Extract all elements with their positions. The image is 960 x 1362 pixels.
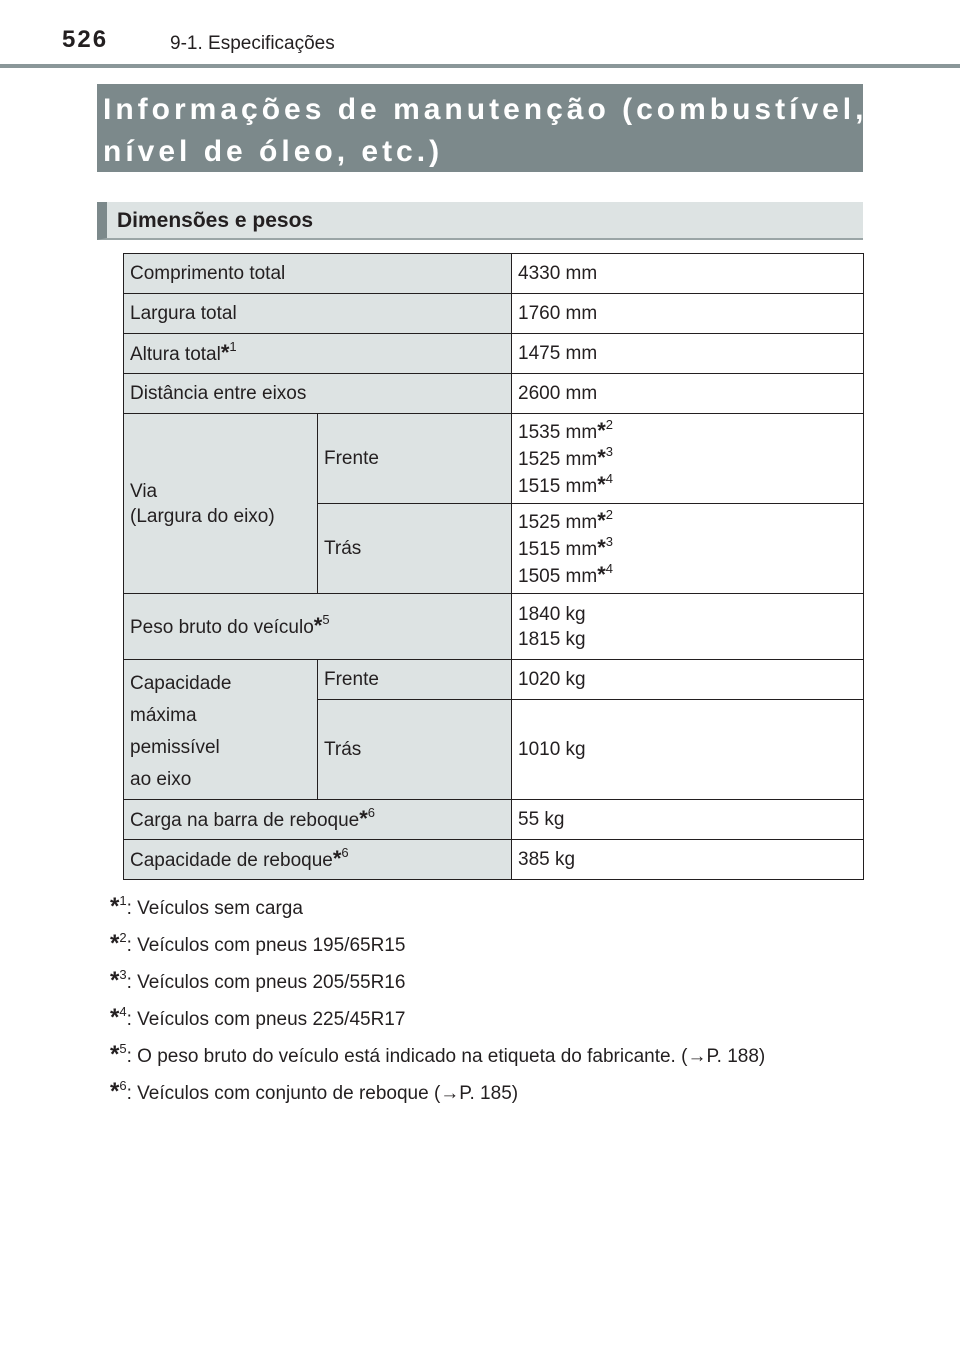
value-text: 1505 mm — [518, 566, 598, 587]
value-line — [518, 508, 857, 535]
label-cell — [124, 800, 512, 840]
page-title-line-2: nível de óleo, etc.) — [103, 135, 444, 168]
value-cell: 1020 kg — [512, 660, 864, 700]
label-text: Peso bruto do veículo — [130, 617, 314, 638]
value-cell: 1760 mm — [512, 294, 864, 334]
label-text: máxima — [130, 705, 197, 726]
footnote-ref: 1 — [229, 339, 237, 354]
value-cell: 1475 mm — [512, 334, 864, 374]
footnotes — [110, 888, 765, 1110]
footnote-text: : Veículos com pneus 195/65R15 — [126, 935, 406, 956]
section-reference: 9-1. Especificações — [170, 33, 335, 54]
value-cell: 1010 kg — [512, 700, 864, 800]
footnote-text: : Veículos sem carga — [126, 898, 303, 919]
value-cell: 385 kg — [512, 840, 864, 880]
footnote-ref: 6 — [341, 845, 349, 860]
footnote-ref: 5 — [322, 612, 330, 627]
value-line: 1840 kg — [518, 603, 586, 625]
value-text: 1525 mm — [518, 449, 598, 470]
footnote-ref: 4 — [119, 1004, 127, 1019]
footnote-star: * — [597, 472, 606, 497]
dimensions-weights-table — [123, 253, 864, 880]
label-cell: Distância entre eixos — [124, 374, 512, 414]
label-cell: Largura total — [124, 294, 512, 334]
footnote-ref: 4 — [605, 471, 614, 486]
sublabel-cell: Trás — [318, 700, 512, 800]
sublabel-cell: Trás — [318, 504, 512, 594]
sublabel-cell: Frente — [318, 660, 512, 700]
footnote-ref: 4 — [605, 561, 614, 576]
footnote-star: * — [597, 562, 606, 587]
label-cell — [124, 840, 512, 880]
footnote-text: : Veículos com pneus 205/55R16 — [126, 972, 406, 993]
footnote-ref: 6 — [367, 805, 376, 820]
footnote-star: * — [597, 445, 606, 470]
footnote-ref: 6 — [119, 1078, 127, 1093]
value-cell: 4330 mm — [512, 254, 864, 294]
table-row — [124, 840, 864, 880]
table-row — [124, 594, 864, 660]
value-line: 1815 kg — [518, 628, 586, 650]
table-row — [124, 800, 864, 840]
sublabel-cell: Frente — [318, 414, 512, 504]
page-title — [97, 84, 868, 172]
footnote-star: * — [597, 508, 606, 533]
footnote-text: : O peso bruto do veículo está indicado na etiqueta do fabricante. (→P. 188) — [126, 1046, 766, 1067]
label-cell — [124, 594, 512, 660]
label-text: Capacidade — [130, 673, 232, 694]
footnote-star: * — [110, 893, 120, 920]
value-text: 1515 mm — [518, 539, 598, 560]
value-line — [518, 472, 857, 499]
footnote-ref: 5 — [119, 1041, 127, 1056]
value-cell: 55 kg — [512, 800, 864, 840]
value-cell — [512, 504, 864, 594]
label-text: Via — [130, 480, 158, 502]
footnote — [110, 888, 765, 925]
footnote — [110, 1073, 765, 1110]
page-header — [0, 0, 960, 68]
footnote-star: * — [332, 846, 342, 871]
footnote-ref: 2 — [605, 507, 614, 522]
footnote-star: * — [110, 930, 120, 957]
value-text: 1535 mm — [518, 422, 598, 443]
label-cell — [124, 660, 318, 800]
footnote-ref: 2 — [605, 417, 614, 432]
footnote-text: : Veículos com pneus 225/45R17 — [126, 1009, 406, 1030]
value-cell — [512, 594, 864, 660]
label-text: Capacidade de reboque — [130, 850, 333, 871]
label-text: Carga na barra de reboque — [130, 810, 360, 831]
table-row — [124, 334, 864, 374]
footnote — [110, 925, 765, 962]
footnote-star: * — [313, 613, 323, 638]
value-cell — [512, 414, 864, 504]
section-subheading: Dimensões e pesos — [97, 202, 863, 240]
footnote-ref: 3 — [605, 444, 614, 459]
label-text: (Largura do eixo) — [130, 505, 275, 527]
label-text: Altura total — [130, 344, 221, 365]
value-line — [518, 535, 857, 562]
footnote-star: * — [110, 967, 120, 994]
footnote-ref: 1 — [119, 893, 127, 908]
value-line — [518, 418, 857, 445]
footnote-star: * — [110, 1078, 120, 1105]
table-row — [124, 660, 864, 700]
footnote-ref: 3 — [119, 967, 127, 982]
value-cell: 2600 mm — [512, 374, 864, 414]
footnote-text: : Veículos com conjunto de reboque (→P. 185) — [126, 1083, 519, 1104]
label-cell: Comprimento total — [124, 254, 512, 294]
footnote-star: * — [597, 418, 606, 443]
header-divider — [0, 64, 960, 68]
table-row — [124, 254, 864, 294]
footnote-star: * — [597, 535, 606, 560]
table-row — [124, 294, 864, 334]
footnote-star: * — [359, 806, 368, 831]
page-title-line-1: Informações de manutenção (combustível, — [103, 93, 868, 126]
footnote-star: * — [220, 340, 230, 365]
value-text: 1515 mm — [518, 476, 598, 497]
label-text: pemissível — [130, 737, 220, 758]
label-text: ao eixo — [130, 769, 192, 790]
label-cell — [124, 414, 318, 594]
label-cell — [124, 334, 512, 374]
footnote-star: * — [110, 1041, 120, 1068]
value-line — [518, 562, 857, 589]
value-line — [518, 445, 857, 472]
value-text: 1525 mm — [518, 512, 598, 533]
footnote — [110, 999, 765, 1036]
footnote — [110, 962, 765, 999]
footnote — [110, 1036, 765, 1073]
table-row — [124, 414, 864, 504]
footnote-star: * — [110, 1004, 120, 1031]
footnote-ref: 3 — [605, 534, 614, 549]
footnote-ref: 2 — [119, 930, 127, 945]
table-row — [124, 374, 864, 414]
page-number: 526 — [62, 26, 109, 53]
